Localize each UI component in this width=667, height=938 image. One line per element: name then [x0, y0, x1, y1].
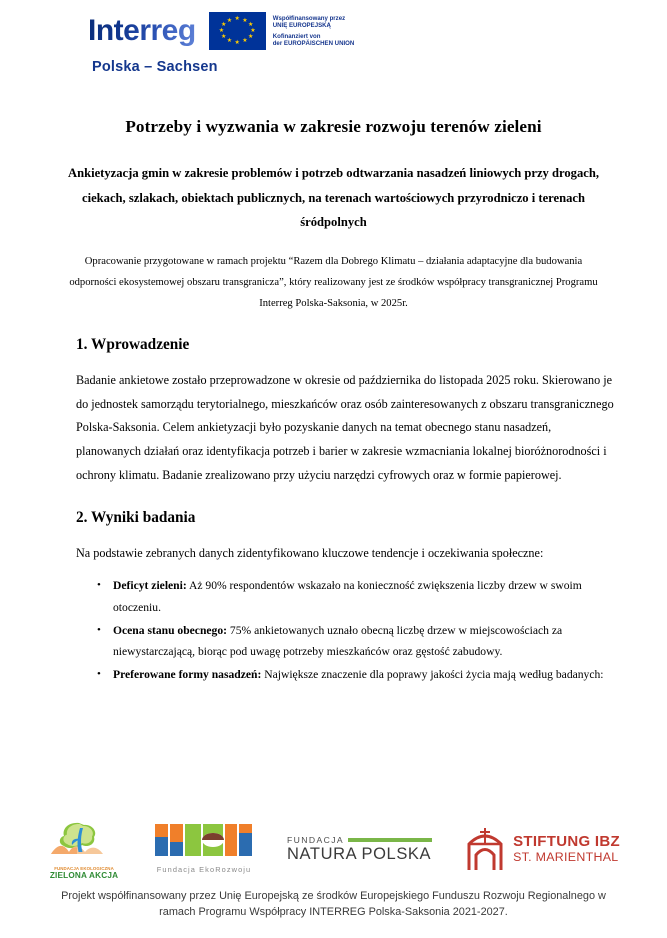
- brand-row: [0, 10, 667, 50]
- section-heading-introduction: 1. Wprowadzenie: [76, 336, 190, 354]
- list-item: [113, 575, 619, 618]
- logo-zielona-akcja: [47, 819, 121, 880]
- ibz-line2: ST. MARIENTHAL: [513, 850, 619, 865]
- ibz-text-block: [513, 833, 620, 865]
- ekorozwoju-mark-icon: [155, 824, 253, 858]
- project-note: Opracowanie przygotowane w ramach projektu “Razem dla Dobrego Klimatu – działania adaptacyjne dla budowania odporności ekosystemowej obszaru transgranicza”, który realizowany jest ze środków współpracy transgranicznej Programu Interreg Polska-Saksonia, w 2025r.: [69, 255, 598, 310]
- eu-text-pl-line1: Współfinansowany przez: [272, 14, 346, 22]
- finding-text: Aż 90% respondentów wskazało na konieczność zwiększenia liczby drzew w swoim otoczeniu.: [113, 579, 582, 615]
- interreg-logo-wordmark: Interreg: [88, 10, 196, 46]
- ibz-gate-icon: [466, 827, 504, 872]
- page-title: Potrzeby i wyzwania w zakresie rozwoju terenów zieleni: [125, 117, 542, 136]
- document-header: [0, 0, 667, 92]
- document-subtitle: Ankietyzacja gmin w zakresie problemów i potrzeb odtwarzania nasadzeń liniowych przy drogach, ciekach, szlakach, obiektach publicznych, na terenach wartościowych przyrodniczo i terenach śródpolnych: [67, 166, 599, 229]
- natura-polska-line2: NATURA POLSKA: [287, 844, 432, 863]
- section-paragraph-results: Na podstawie zebranych danych zidentyfikowano kluczowe tendencje i oczekiwania społeczne:: [76, 545, 544, 560]
- finding-lead: Preferowane formy nasadzeń:: [113, 667, 262, 681]
- footer-funding-note: Projekt współfinansowany przez Unię Europejską ze środków Europejskiego Funduszu Rozwoju Regionalnego w ramach Programu Współpracy INTERREG Polska-Saksonia 2021-2027.: [61, 890, 606, 918]
- findings-list: [76, 575, 619, 685]
- natura-polska-line1: FUNDACJA: [287, 834, 345, 845]
- partner-logos: [0, 818, 667, 880]
- eu-text-de-line2: der EUROPÄISCHEN UNION: [272, 39, 355, 47]
- document-body: [0, 335, 667, 685]
- finding-text: 75% ankietowanych uznało obecną liczbę drzew w miejscowościach za niewystarczającą, biorąc pod uwagę potrzeby mieszkańców oraz gęstość zabudowy.: [113, 623, 563, 659]
- section-paragraph-introduction: Badanie ankietowe zostało przeprowadzone w okresie od października do listopada 2025 roku. Skierowano je do jednostek samorządu terytorialnego, mieszkańców oraz osób zainteresowanych z obszaru transgranicznego Polska-Saksonia. Celem ankietyzacji było pozyskanie danych na temat obecnego stanu nasadzeń, planowanych działań oraz identyfikacja potrzeb i barier w zakresie wzmacniania lokalnej bioróżnorodności i ochrony klimatu. Badanie zrealizowano przy użyciu narzędzi cyfrowych oraz w formie papierowej.: [76, 373, 614, 482]
- zielona-akcja-caption-top: FUNDACJA EKOLOGICZNA: [54, 865, 114, 871]
- eu-flag-icon: ★ ★ ★ ★ ★ ★ ★ ★ ★ ★ ★ ★: [209, 12, 266, 50]
- zielona-akcja-caption-main: ZIELONA AKCJA: [49, 870, 119, 880]
- programme-name: Polska – Sachsen: [92, 59, 218, 75]
- logo-stiftung-ibz: [466, 827, 620, 872]
- eu-emblem-block: [209, 12, 355, 50]
- eu-text-de-line1: Kofinanziert von: [272, 32, 321, 40]
- eu-text-pl-line2: UNIĘ EUROPEJSKĄ: [272, 22, 331, 30]
- section-heading-results: 2. Wyniki badania: [76, 509, 196, 527]
- list-item: [113, 664, 619, 686]
- zielona-akcja-caption: [47, 866, 121, 880]
- finding-text: Największe znaczenie dla poprawy jakości życia mają według badanych:: [261, 667, 604, 681]
- ibz-line1: STIFTUNG IBZ: [513, 832, 620, 850]
- zielona-akcja-mark-icon: [47, 819, 121, 861]
- finding-lead: Deficyt zieleni:: [113, 579, 187, 593]
- natura-polska-green-bar: [348, 838, 432, 842]
- list-item: [113, 620, 619, 663]
- natura-polska-top-row: [287, 835, 432, 845]
- logo-natura-polska: [287, 835, 432, 863]
- ekorozwoju-caption: Fundacja EkoRozwoju: [156, 865, 252, 874]
- eu-funding-statement: [273, 15, 355, 48]
- logo-fundacja-ekorozwoju: [155, 824, 253, 874]
- finding-lead: Ocena stanu obecnego:: [113, 623, 228, 637]
